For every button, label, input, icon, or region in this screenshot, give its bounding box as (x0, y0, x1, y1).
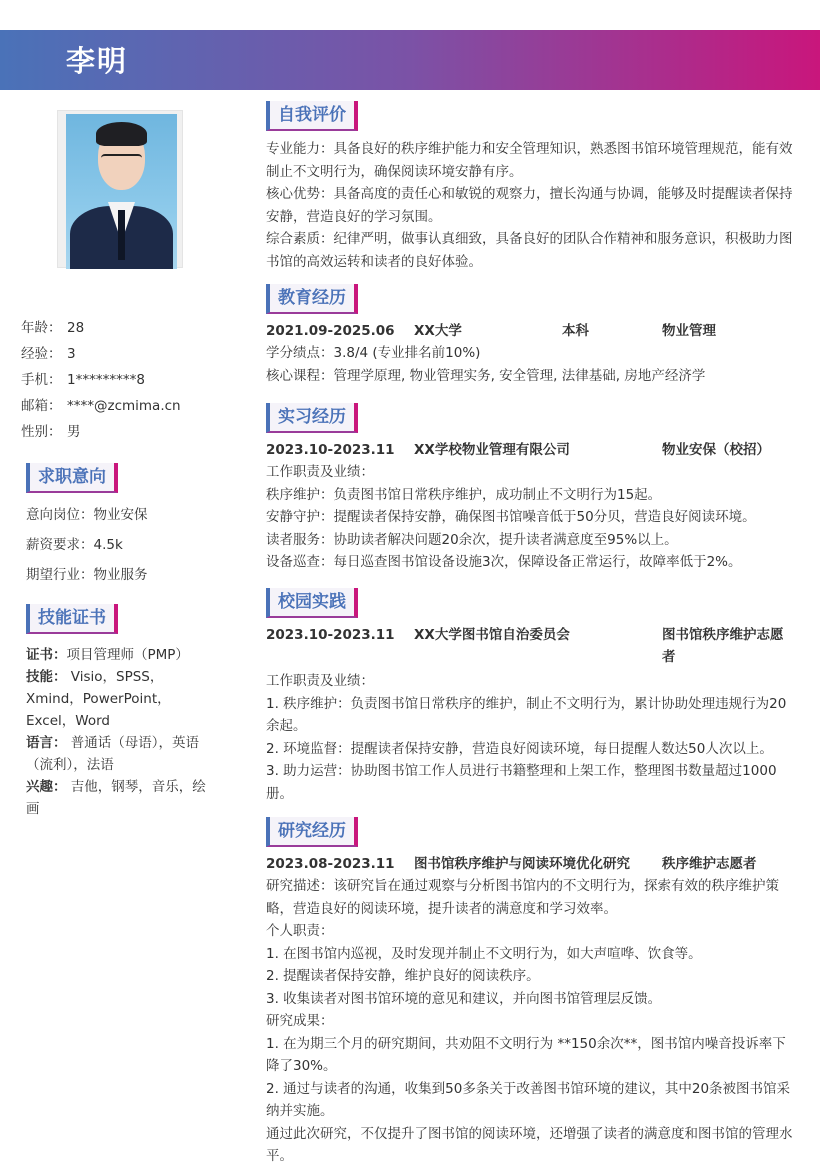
self-eval-section (266, 101, 796, 273)
campus-section (266, 588, 796, 805)
research-line: 1. 在图书馆内巡视，及时发现并制止不文明行为，如大声喧哗、饮食等。 (266, 945, 702, 962)
campus-header: 2023.10-2023.11 XX大学图书馆自治委员会 图书馆秩序维护志愿者 (266, 627, 784, 665)
section-title: 教育经历 (266, 284, 358, 314)
research-line: 通过此次研究，不仅提升了图书馆的阅读环境，还增强了读者的满意度和图书馆的管理水平。 (266, 1125, 793, 1164)
research-line: 2. 提醒读者保持安静，维护良好的阅读秩序。 (266, 968, 540, 984)
job-intent-section (26, 463, 148, 595)
self-eval-para: 综合素质：纪律严明，做事认真细致，具备良好的团队合作精神和服务意识，积极助力图书馆的高效运转和读者的良好体验。 (266, 231, 793, 270)
research-line: 2. 通过与读者的沟通，收集到50多条关于改善图书馆环境的建议，其中20条被图书馆采纳并实施。 (266, 1080, 791, 1119)
campus-line: 工作职责及业绩： (266, 673, 374, 689)
research-line: 个人职责： (266, 923, 334, 939)
skill-hobby: 兴趣： 吉他，钢琴，音乐，绘画 (26, 779, 206, 817)
info-phone: 手机： 1*********8 (21, 372, 145, 388)
portrait-image (66, 114, 177, 269)
skills-list (26, 644, 216, 820)
internship-line: 工作职责及业绩： (266, 464, 374, 480)
research-line: 研究成果： (266, 1013, 334, 1029)
candidate-name: 李明 (66, 44, 129, 78)
self-eval-para: 专业能力：具备良好的秩序维护能力和安全管理知识，熟悉图书馆环境管理规范，能有效制止不文明行为，确保阅读环境安静有序。 (266, 141, 793, 180)
research-line: 研究描述：该研究旨在通过观察与分析图书馆内的不文明行为，探索有效的秩序维护策略，营造良好的阅读环境，提升读者的满意度和学习效率。 (266, 878, 779, 917)
section-title: 研究经历 (266, 817, 358, 847)
info-age: 年龄： 28 (21, 320, 85, 336)
internship-header: 2023.10-2023.11 XX学校物业管理有限公司 物业安保（校招） (266, 442, 770, 458)
intent-position: 意向岗位：物业安保 (26, 507, 148, 523)
campus-line: 1. 秩序维护：负责图书馆日常秩序的维护，制止不文明行为，累计协助处理违规行为20余起。 (266, 695, 787, 734)
header-banner (0, 30, 820, 90)
campus-line: 3. 助力运营：协助图书馆工作人员进行书籍整理和上架工作，整理图书数量超过1000册。 (266, 763, 777, 802)
section-title: 求职意向 (26, 463, 118, 493)
campus-line: 2. 环境监督：提醒读者保持安静，营造良好阅读环境，每日提醒人数达50人次以上。 (266, 740, 773, 757)
internship-line: 设备巡查：每日巡查图书馆设备设施3次，保障设备正常运行，故障率低于2%。 (266, 554, 742, 570)
skill-language: 语言： 普通话（母语），英语（流利），法语 (26, 735, 200, 773)
self-eval-para: 核心优势：具备高度的责任心和敏锐的观察力，擅长沟通与协调，能够及时提醒读者保持安静，营造良好的学习氛围。 (266, 186, 793, 225)
research-line: 1. 在为期三个月的研究期间，共劝阻不文明行为 **150余次**，图书馆内噪音投诉率下降了30%。 (266, 1035, 786, 1074)
section-title: 技能证书 (26, 604, 118, 634)
section-title: 自我评价 (266, 101, 358, 131)
internship-line: 读者服务：协助读者解决问题20余次，提升读者满意度至95%以上。 (266, 531, 678, 548)
skills-section-title (26, 604, 118, 634)
education-line: 核心课程：管理学原理, 物业管理实务, 安全管理, 法律基础, 房地产经济学 (266, 367, 706, 384)
info-experience: 经验： 3 (21, 346, 76, 362)
basic-info (21, 318, 221, 448)
research-section (266, 817, 796, 1168)
internship-line: 秩序维护：负责图书馆日常秩序维护，成功制止不文明行为15起。 (266, 486, 662, 503)
intent-salary: 薪资要求：4.5k (26, 537, 123, 553)
skill-cert: 证书：项目管理师（PMP） (26, 647, 189, 663)
info-email: 邮箱： ****@zcmima.cn (21, 398, 181, 414)
internship-line: 安静守护：提醒读者保持安静，确保图书馆噪音低于50分贝，营造良好阅读环境。 (266, 509, 756, 525)
education-line: 学分绩点：3.8/4 (专业排名前10%) (266, 345, 481, 361)
profile-photo (57, 110, 183, 268)
internship-section (266, 403, 796, 574)
research-line: 3. 收集读者对图书馆环境的意见和建议，并向图书馆管理层反馈。 (266, 990, 662, 1007)
research-header: 2023.08-2023.11 图书馆秩序维护与阅读环境优化研究 秩序维护志愿者 (266, 856, 757, 872)
intent-industry: 期望行业：物业服务 (26, 567, 148, 583)
section-title: 实习经历 (266, 403, 358, 433)
skill-tools: 技能： Visio，SPSS，Xmind，PowerPoint，Excel，Word (26, 669, 171, 729)
section-title: 校园实践 (266, 588, 358, 618)
education-header: 2021.09-2025.06 XX大学 本科 物业管理 (266, 323, 716, 339)
education-section (266, 284, 796, 387)
info-gender: 性别： 男 (21, 424, 81, 440)
